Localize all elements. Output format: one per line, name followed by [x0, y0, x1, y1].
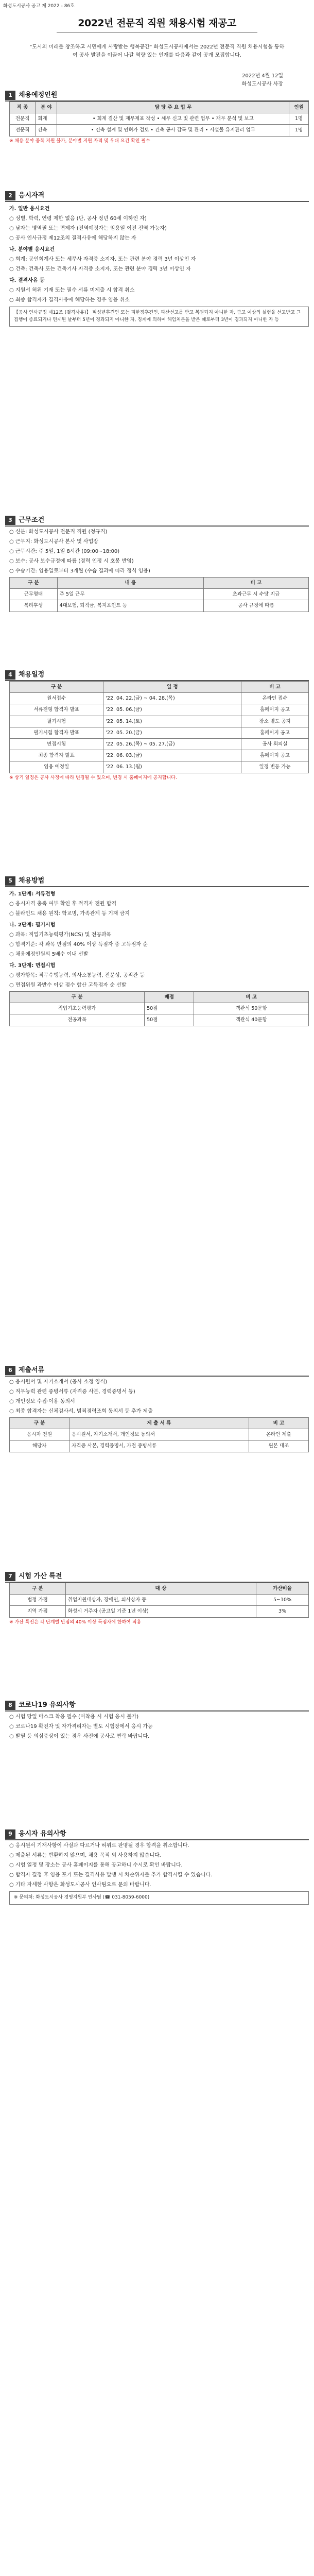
section-4-column-header: 일 정 [103, 682, 241, 693]
table-row [10, 693, 309, 704]
table-cell: 홈페이지 공고 [241, 727, 309, 738]
table-cell: 필기시험 [10, 716, 103, 727]
table-row [10, 1014, 309, 1026]
table-row [10, 727, 309, 738]
section-heading [5, 515, 309, 527]
table-cell: 자격증 사본, 경력증명서, 가점 증빙서류 [69, 1440, 249, 1452]
table-cell: 서류전형 합격자 발표 [10, 704, 103, 716]
table-row [10, 738, 309, 750]
table-cell: 공사 회의실 [241, 738, 309, 750]
table-row [10, 600, 309, 612]
section-7-table [9, 1583, 309, 1618]
table-cell: 필기시험 합격자 발표 [10, 727, 103, 738]
table-cell: '22. 05. 14.(토) [103, 716, 241, 727]
list-item: ○ 보수: 공사 보수규정에 따름 (경력 인정 시 호봉 반영) [9, 558, 134, 564]
section-title: 응시자 유의사항 [19, 1829, 66, 1838]
table-cell: 회계 [36, 113, 57, 125]
section-title: 근무조건 [19, 516, 45, 524]
section-3-table-body [10, 589, 309, 612]
section-number: 8 [5, 1701, 15, 1710]
table-cell: 취업지원대상자, 장애인, 의사상자 등 [65, 1595, 256, 1606]
table-cell: '22. 05. 06.(금) [103, 704, 241, 716]
section-6 [5, 1365, 309, 1452]
section-body [5, 101, 309, 145]
table-cell: 50점 [145, 1003, 194, 1014]
section-3 [5, 515, 309, 612]
table-cell: 전문직 [10, 125, 36, 136]
section-7-header-row [10, 1583, 309, 1595]
table-cell: • 건축 설계 및 인허가 검토 • 건축 공사 감독 및 관리 • 시설물 유지관리 업무 [57, 125, 289, 136]
section-number: 7 [5, 1572, 15, 1581]
section-1 [5, 90, 309, 146]
section-4-header-row [10, 682, 309, 693]
table-cell: • 회계 결산 및 재무제표 작성 • 세무 신고 및 관련 업무 • 재무 분석 및 보고 [57, 113, 289, 125]
table-cell: 초과근무 시 수당 지급 [203, 589, 308, 600]
section-body [5, 1842, 309, 1905]
table-row [10, 125, 309, 136]
block-item: ○ 성별, 학력, 연령 제한 없음 (단, 공사 정년 60세 이하인 자) [9, 216, 147, 222]
section-heading [5, 876, 309, 887]
block-item: ○ 채용예정인원의 5배수 이내 선발 [9, 952, 89, 957]
section-heading [5, 1365, 309, 1377]
section-body [5, 1713, 309, 1741]
block-label: 다. 3단계: 면접시험 [9, 963, 56, 969]
table-cell: 객관식 40문항 [194, 1014, 309, 1026]
section-title: 채용예정인원 [19, 91, 58, 99]
list-item: ○ 코로나19 확진자 및 자가격리자는 별도 시험장에서 응시 가능 [9, 1724, 153, 1730]
section-4-table-body [10, 693, 309, 773]
intro-text: "도시의 미래를 창조하고 시민에게 사랑받는 행복공간" 화성도시공사에서는 2022년 전문직 직원 채용시험을 통하여 공사 발전을 이끌어 나갈 역량 있는 인재를 다음과 같이 공개 모집합니다. [29, 44, 285, 58]
table-row [10, 750, 309, 761]
table-cell: '22. 05. 26.(목) ~ 05. 27.(금) [103, 738, 241, 750]
list-item: ○ 직무능력 관련 증빙서류 (자격증 사본, 경력증명서 등) [9, 1389, 135, 1395]
table-note: ※ 상기 일정은 공사 사정에 따라 변경될 수 있으며, 변경 시 홈페이지에 공지합니다. [9, 775, 177, 781]
section-6-column-header: 제 출 서 류 [69, 1418, 249, 1429]
section-number: 9 [5, 1829, 15, 1839]
section-5 [5, 876, 309, 1026]
section-2 [5, 191, 309, 329]
table-cell: 면접시험 [10, 738, 103, 750]
section-3-column-header: 구 분 [10, 578, 58, 589]
table-cell: 근무형태 [10, 589, 58, 600]
section-1-header-row [10, 102, 309, 113]
block-item: ○ 블라인드 채용 원칙: 학교명, 가족관계 등 기재 금지 [9, 911, 130, 917]
list-item: ○ 수습기간: 임용일로부터 3개월 (수습 결과에 따라 정식 임용) [9, 568, 150, 574]
section-6-column-header: 구 분 [10, 1418, 69, 1429]
page-title: 2022년 전문직 직원 채용시험 재공고 [78, 18, 236, 29]
table-row [10, 113, 309, 125]
table-cell: 3% [256, 1606, 309, 1617]
table-cell: 5~10% [256, 1595, 309, 1606]
section-5-column-header: 구 분 [10, 992, 145, 1003]
block-label: 나. 분야별 응시요건 [9, 247, 55, 252]
table-cell: 50점 [145, 1014, 194, 1026]
section-title: 제출서류 [19, 1366, 45, 1374]
date-block [242, 72, 283, 89]
list-item: ○ 신분: 화성도시공사 전문직 직원 (정규직) [9, 529, 108, 535]
section-4-column-header: 구 분 [10, 682, 103, 693]
section-title: 시험 가산 특전 [19, 1572, 62, 1580]
section-1-column-header: 담 당 주 요 업 무 [57, 102, 289, 113]
table-row [10, 761, 309, 773]
table-cell: 전공과목 [10, 1014, 145, 1026]
table-cell: 4대보험, 퇴직금, 복지포인트 등 [57, 600, 203, 612]
section-7-column-header: 구 분 [10, 1583, 66, 1595]
section-5-table-body [10, 1003, 309, 1026]
section-3-column-header: 비 고 [203, 578, 308, 589]
table-cell: 원서접수 [10, 693, 103, 704]
notice-number: 화성도시공사 공고 제 2022 - 86호 [3, 4, 75, 9]
section-9 [5, 1829, 309, 1907]
table-note: ※ 채용 분야 중복 지원 불가, 분야별 지원 자격 및 우대 요건 확인 필수 [9, 138, 150, 144]
section-1-table-body [10, 113, 309, 136]
section-5-column-header: 배점 [145, 992, 194, 1003]
block-item: ○ 회계: 공인회계사 또는 세무사 자격증 소지자, 또는 관련 분야 경력 3년 이상인 자 [9, 257, 196, 262]
table-cell: 전문직 [10, 113, 36, 125]
table-cell: 건축 [36, 125, 57, 136]
section-title: 채용방법 [19, 876, 45, 885]
list-item: ○ 응시원서 기재사항이 사실과 다르거나 허위로 판명될 경우 합격을 취소합니다. [9, 1843, 189, 1849]
section-heading [5, 670, 309, 681]
table-row [10, 1440, 309, 1452]
section-number: 1 [5, 91, 15, 100]
table-cell: 직업기초능력평가 [10, 1003, 145, 1014]
section-title: 코로나19 유의사항 [19, 1701, 76, 1709]
section-7-table-head [10, 1583, 309, 1595]
section-6-header-row [10, 1418, 309, 1429]
section-heading [5, 1700, 309, 1711]
section-number: 3 [5, 516, 15, 525]
section-6-table [9, 1417, 309, 1452]
section-4-column-header: 비 고 [241, 682, 309, 693]
section-3-header-row [10, 578, 309, 589]
info-box: ※ 문의처: 화성도시공사 경영지원부 인사팀 (☎ 031-8059-6000) [9, 1891, 309, 1905]
section-7 [5, 1571, 309, 1628]
section-heading [5, 191, 309, 202]
section-body [5, 1378, 309, 1452]
table-cell: 주 5일 근무 [57, 589, 203, 600]
block-item: ○ 최종 합격자가 결격사유에 해당하는 경우 임용 취소 [9, 297, 130, 303]
section-5-table-head [10, 992, 309, 1003]
section-5-table [9, 991, 309, 1026]
table-cell: 장소 별도 공지 [241, 716, 309, 727]
section-7-table-body [10, 1595, 309, 1617]
table-cell: '22. 06. 03.(금) [103, 750, 241, 761]
table-row [10, 1606, 309, 1617]
section-number: 5 [5, 876, 15, 886]
table-cell: 화성시 거주자 (공고일 기준 1년 이상) [65, 1606, 256, 1617]
list-item: ○ 응시원서 및 자기소개서 (공사 소정 양식) [9, 1379, 108, 1385]
table-cell: 공사 규정에 따름 [203, 600, 308, 612]
list-item: ○ 시험 당일 마스크 착용 필수 (미착용 시 시험 응시 불가) [9, 1714, 139, 1720]
table-cell: 응시자 전원 [10, 1429, 69, 1440]
block-item: ○ 과목: 직업기초능력평가(NCS) 및 전공과목 [9, 932, 112, 938]
table-row [10, 1595, 309, 1606]
table-cell: 홈페이지 공고 [241, 704, 309, 716]
list-item: ○ 근무지: 화성도시공사 본사 및 사업장 [9, 539, 98, 545]
list-item: ○ 합격자 결정 후 임용 포기 또는 결격사유 발생 시 차순위자를 추가 합격시킬 수 있습니다. [9, 1872, 213, 1878]
block-item: ○ 남자는 병역필 또는 면제자 (전역예정자는 임용일 이전 전역 가능자) [9, 226, 167, 231]
table-cell: 홈페이지 공고 [241, 750, 309, 761]
list-item: ○ 기타 자세한 사항은 화성도시공사 인사팀으로 문의 바랍니다. [9, 1882, 151, 1888]
section-heading [5, 90, 309, 101]
block-item: ○ 건축: 건축사 또는 건축기사 자격증 소지자, 또는 관련 분야 경력 3년 이상인 자 [9, 266, 191, 272]
section-number: 2 [5, 191, 15, 200]
table-row [10, 704, 309, 716]
section-heading [5, 1571, 309, 1583]
list-item: ○ 근무시간: 주 5일, 1일 8시간 (09:00~18:00) [9, 549, 120, 554]
list-item: ○ 개인정보 수집·이용 동의서 [9, 1399, 75, 1404]
table-cell: 최종 합격자 발표 [10, 750, 103, 761]
block-label: 다. 결격사유 등 [9, 278, 45, 283]
table-cell: 객관식 50문항 [194, 1003, 309, 1014]
section-1-column-header: 직 종 [10, 102, 36, 113]
title-wrap [0, 16, 314, 31]
table-cell: 응시원서, 자기소개서, 개인정보 동의서 [69, 1429, 249, 1440]
block-item: ○ 합격기준: 각 과목 만점의 40% 이상 득점자 중 고득점자 순 [9, 942, 148, 947]
block-label: 나. 2단계: 필기시험 [9, 922, 56, 928]
table-cell: 원본 대조 [249, 1440, 308, 1452]
list-item: ○ 최종 합격자는 신체검사서, 범죄경력조회 동의서 등 추가 제출 [9, 1409, 153, 1414]
table-cell: 복리후생 [10, 600, 58, 612]
section-1-column-header: 인원 [289, 102, 309, 113]
section-body [5, 528, 309, 612]
table-cell: '22. 04. 22.(금) ~ 04. 28.(목) [103, 693, 241, 704]
list-item: ○ 발열 등 의심증상이 있는 경우 사전에 공사로 연락 바랍니다. [9, 1734, 150, 1739]
section-7-column-header: 가산비율 [256, 1583, 309, 1595]
section-1-column-header: 분 야 [36, 102, 57, 113]
notice-date: 2022년 4월 12일 [242, 73, 283, 79]
table-cell: 1명 [289, 125, 309, 136]
section-title: 응시자격 [19, 191, 45, 199]
section-6-table-body [10, 1429, 309, 1452]
section-body [5, 205, 309, 327]
section-5-column-header: 비 고 [194, 992, 309, 1003]
table-note: ※ 가산 특전은 각 단계별 만점의 40% 이상 득점자에 한하여 적용 [9, 1619, 142, 1625]
section-body [5, 890, 309, 1026]
block-item: ○ 공사 인사규정 제12조의 결격사유에 해당하지 않는 자 [9, 235, 136, 241]
table-cell: 1명 [289, 113, 309, 125]
section-title: 채용일정 [19, 670, 45, 679]
section-8 [5, 1700, 309, 1742]
table-cell: 해당자 [10, 1440, 69, 1452]
block-item: ○ 평가항목: 직무수행능력, 의사소통능력, 전문성, 공직관 등 [9, 973, 145, 978]
section-body [5, 1583, 309, 1626]
list-item: ○ 제출된 서류는 반환하지 않으며, 채용 목적 외 사용하지 않습니다. [9, 1853, 161, 1858]
section-1-table-head [10, 102, 309, 113]
section-3-table-head [10, 578, 309, 589]
table-cell: 법정 가점 [10, 1595, 66, 1606]
block-item: ○ 응시자격 충족 여부 확인 후 적격자 전원 합격 [9, 901, 117, 907]
section-4 [5, 670, 309, 783]
block-item: ○ 지원서 허위 기재 또는 필수 서류 미제출 시 합격 취소 [9, 287, 135, 293]
table-row [10, 589, 309, 600]
table-cell: 온라인 접수 [241, 693, 309, 704]
section-number: 6 [5, 1366, 15, 1375]
section-5-header-row [10, 992, 309, 1003]
section-body [5, 681, 309, 782]
table-cell: '22. 06. 13.(월) [103, 761, 241, 773]
section-6-table-head [10, 1418, 309, 1429]
section-1-table [9, 101, 309, 137]
section-6-column-header: 비 고 [249, 1418, 308, 1429]
block-label: 가. 일반 응시요건 [9, 206, 50, 212]
table-row [10, 1429, 309, 1440]
table-cell: '22. 05. 20.(금) [103, 727, 241, 738]
block-item: ○ 면접위원 과반수 이상 점수 합산 고득점자 순 선발 [9, 982, 127, 988]
section-number: 4 [5, 670, 15, 680]
list-item: ○ 시험 일정 및 장소는 공사 홈페이지를 통해 공고하니 수시로 확인 바랍니다. [9, 1862, 183, 1868]
info-box: 【공사 인사규정 제12조 (결격사유)】 피성년후견인 또는 피한정후견인, 파산선고를 받고 복권되지 아니한 자, 금고 이상의 실형을 선고받고 그 집행이 종료되거나 면제된 날부터 5년이 경과되지 아니한 자, 징계에 의하여 해임처분을 받은 때로부터 3년이 경과되지 아니한 자 등 [9, 307, 309, 327]
section-7-column-header: 대 상 [65, 1583, 256, 1595]
table-cell: 일정 변동 가능 [241, 761, 309, 773]
table-row [10, 716, 309, 727]
table-cell: 임용 예정일 [10, 761, 103, 773]
section-3-table [9, 577, 309, 612]
table-row [10, 1003, 309, 1014]
section-heading [5, 1829, 309, 1840]
section-4-table-head [10, 682, 309, 693]
table-cell: 온라인 제출 [249, 1429, 308, 1440]
section-3-column-header: 내 용 [57, 578, 203, 589]
table-cell: 지역 가점 [10, 1606, 66, 1617]
notice-org: 화성도시공사 사장 [241, 81, 283, 87]
block-label: 가. 1단계: 서류전형 [9, 891, 56, 897]
section-4-table [9, 681, 309, 773]
